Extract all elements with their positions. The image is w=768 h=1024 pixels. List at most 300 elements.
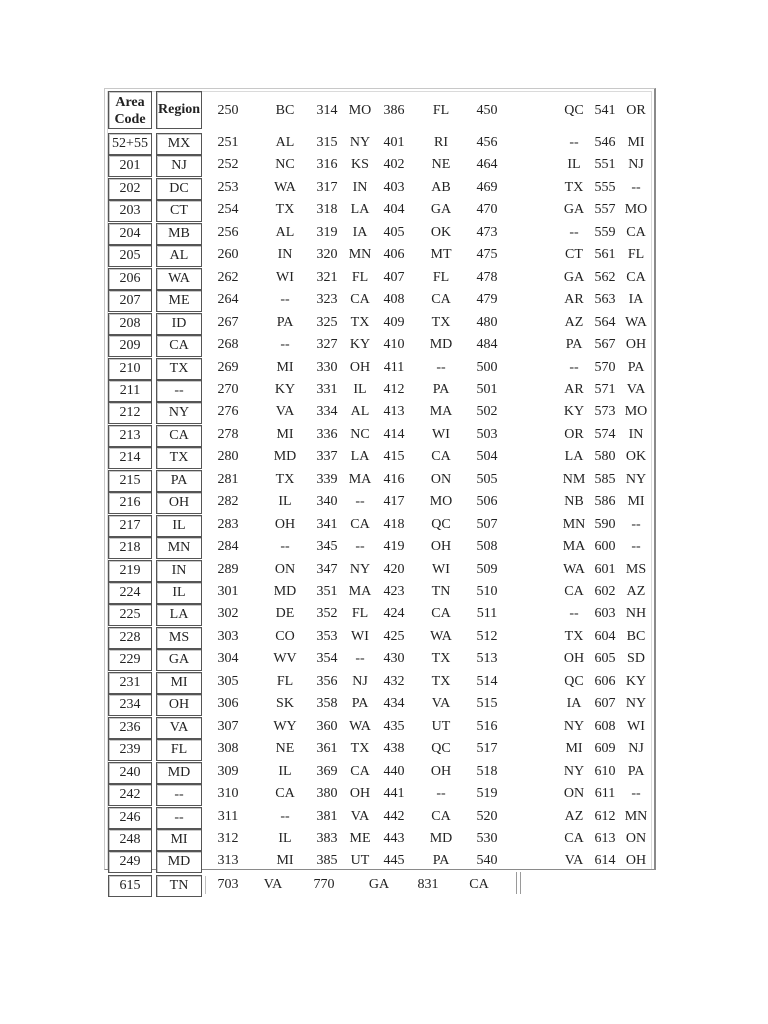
region-cell: BC [626, 628, 646, 644]
region-cell: -- [631, 179, 641, 195]
area-code-cell: 318 [316, 202, 338, 218]
area-code-cell: 403 [383, 179, 405, 195]
area-code-cell: 310 [217, 786, 239, 802]
area-code-cell: 201 [108, 155, 152, 177]
region-cell: TX [350, 741, 370, 757]
area-code-cell: 507 [476, 516, 498, 532]
divider [516, 872, 517, 894]
table-row [108, 829, 653, 849]
region-cell: ON [274, 561, 296, 577]
area-code-cell: 304 [217, 651, 239, 667]
region-cell: TX [350, 314, 370, 330]
region-cell: MS [625, 561, 647, 577]
area-code-cell: 514 [476, 673, 498, 689]
area-code-cell: 208 [108, 313, 152, 335]
region-cell: IA [352, 224, 368, 240]
region-cell: WA [156, 268, 202, 290]
table-row [108, 672, 653, 692]
area-code-cell: 319 [316, 224, 338, 240]
area-code-cell: 321 [316, 269, 338, 285]
region-cell: LA [350, 202, 370, 218]
region-cell: IL [353, 381, 367, 397]
area-code-cell: 385 [316, 853, 338, 869]
region-cell: GA [368, 877, 390, 892]
table-row [108, 380, 653, 400]
table-row [108, 133, 653, 153]
area-code-cell: 508 [476, 539, 498, 555]
table-row [108, 447, 653, 467]
area-code-cell: 260 [217, 247, 239, 263]
divider [205, 876, 206, 894]
area-code-cell: 336 [316, 426, 338, 442]
region-cell: VA [626, 381, 646, 397]
area-code-cell: 380 [316, 786, 338, 802]
region-cell: IL [156, 582, 202, 604]
region-cell: -- [569, 606, 579, 622]
area-code-cell: 327 [316, 337, 338, 353]
region-cell: TX [431, 651, 451, 667]
region-cell: TX [564, 628, 584, 644]
region-cell: NY [625, 471, 647, 487]
table-row [108, 851, 653, 871]
region-cell: OH [274, 516, 296, 532]
area-code-cell: 517 [476, 741, 498, 757]
area-code-cell: 546 [594, 135, 616, 150]
region-cell: NJ [628, 157, 644, 173]
region-cell: -- [569, 224, 579, 240]
area-code-cell: 331 [316, 381, 338, 397]
region-cell: -- [156, 380, 202, 402]
region-cell: OH [625, 853, 647, 869]
region-cell: OH [625, 337, 647, 353]
region-cell: PA [351, 696, 369, 712]
table-row [108, 739, 653, 759]
region-cell: TN [156, 875, 202, 897]
area-code-cell: 501 [476, 381, 498, 397]
area-code-cell: 504 [476, 449, 498, 465]
region-cell: -- [156, 784, 202, 806]
area-code-cell: 478 [476, 269, 498, 285]
area-code-cell: 484 [476, 337, 498, 353]
area-code-cell: 219 [108, 560, 152, 582]
table-row [108, 313, 653, 333]
region-cell: TX [275, 471, 295, 487]
region-cell: PA [276, 314, 294, 330]
region-cell: OH [156, 694, 202, 716]
region-cell: WI [351, 628, 369, 644]
area-code-cell: 312 [217, 830, 239, 846]
region-cell: ME [156, 290, 202, 312]
area-code-cell: 567 [594, 337, 616, 353]
area-code-cell: 423 [383, 584, 405, 599]
region-cell: LA [350, 449, 370, 465]
region-cell: MD [156, 851, 202, 873]
region-cell: NE [275, 741, 295, 757]
area-code-cell: 574 [594, 426, 616, 442]
area-code-cell: 254 [217, 202, 239, 218]
area-code-cell: 250 [217, 103, 239, 118]
region-cell: OH [349, 786, 371, 802]
area-code-cell: 268 [217, 337, 239, 353]
area-code-cell: 432 [383, 673, 405, 689]
region-cell: TX [431, 314, 451, 330]
area-code-cell: 407 [383, 269, 405, 285]
area-code-cell: 383 [316, 830, 338, 846]
area-code-cell: 369 [316, 763, 338, 779]
area-code-cell: 209 [108, 335, 152, 357]
area-code-cell: 306 [217, 696, 239, 712]
area-code-cell: 411 [383, 359, 405, 375]
area-code-cell: 415 [383, 449, 405, 465]
region-cell: ON [625, 830, 647, 846]
region-cell: NJ [352, 673, 368, 689]
region-cell: GA [563, 269, 585, 285]
area-code-cell: 353 [316, 628, 338, 644]
area-code-cell: 214 [108, 447, 152, 469]
area-code-cell: 347 [316, 561, 338, 577]
region-cell: MN [624, 808, 648, 824]
area-code-cell: 251 [217, 135, 239, 150]
area-code-cell: 586 [594, 494, 616, 510]
area-code-cell: 434 [383, 696, 405, 712]
area-code-cell: 614 [594, 853, 616, 869]
region-cell: GA [156, 649, 202, 671]
area-code-cell: 570 [594, 359, 616, 375]
area-code-cell: 224 [108, 582, 152, 604]
area-code-cell: 607 [594, 696, 616, 712]
region-cell: -- [569, 359, 579, 375]
area-code-cell: 506 [476, 494, 498, 510]
area-code-cell: 217 [108, 515, 152, 537]
area-code-cell: 414 [383, 426, 405, 442]
region-cell: OH [430, 763, 452, 779]
region-cell: OH [156, 492, 202, 514]
table-row [108, 537, 653, 557]
area-code-cell: 354 [316, 651, 338, 667]
region-cell: CA [431, 292, 451, 308]
area-code-cell: 510 [476, 584, 498, 599]
region-cell: CA [469, 877, 489, 892]
area-code-cell: 401 [383, 135, 405, 150]
region-cell: VA [275, 404, 295, 420]
area-code-cell: 206 [108, 268, 152, 290]
region-cell: SD [627, 651, 645, 667]
area-code-cell: 264 [217, 292, 239, 308]
area-code-cell: 228 [108, 627, 152, 649]
region-cell: NM [562, 471, 586, 487]
area-code-cell: 479 [476, 292, 498, 308]
area-code-cell: 246 [108, 807, 152, 829]
area-code-cell: 402 [383, 157, 405, 173]
region-cell: WV [273, 651, 297, 667]
area-code-cell: 585 [594, 471, 616, 487]
region-cell: TX [564, 179, 584, 195]
region-cell: OK [625, 449, 647, 465]
region-cell: IA [628, 292, 644, 308]
region-cell: IN [352, 179, 368, 195]
area-code-cell: 360 [316, 718, 338, 734]
table-row [108, 358, 653, 378]
area-code-cell: 240 [108, 762, 152, 784]
area-code-cell: 430 [383, 651, 405, 667]
region-cell: CA [350, 763, 370, 779]
area-code-cell: 613 [594, 830, 616, 846]
region-cell: PA [156, 470, 202, 492]
region-cell: PA [432, 853, 450, 869]
region-cell: -- [436, 786, 446, 802]
region-cell: TX [156, 447, 202, 469]
area-code-cell: 311 [217, 808, 239, 824]
region-cell: -- [631, 539, 641, 555]
region-cell: PA [565, 337, 583, 353]
area-code-cell: 308 [217, 741, 239, 757]
region-cell: MD [156, 762, 202, 784]
region-cell: -- [280, 808, 290, 824]
area-code-cell: 339 [316, 471, 338, 487]
area-code-cell: 284 [217, 539, 239, 555]
region-cell: MD [429, 830, 453, 846]
area-code-cell: 831 [417, 877, 439, 892]
area-code-cell: 604 [594, 628, 616, 644]
region-cell: KS [351, 157, 369, 173]
region-cell: MA [429, 404, 453, 420]
area-code-cell: 325 [316, 314, 338, 330]
region-cell: IL [278, 494, 292, 510]
region-cell: OR [564, 426, 584, 442]
region-cell: -- [280, 337, 290, 353]
region-cell: AR [564, 381, 584, 397]
region-cell: MI [627, 494, 645, 510]
area-code-cell: 425 [383, 628, 405, 644]
region-cell: NY [563, 763, 585, 779]
region-cell: FL [156, 739, 202, 761]
area-code-cell: 518 [476, 763, 498, 779]
area-code-cell: 557 [594, 202, 616, 218]
region-cell: MI [276, 853, 294, 869]
region-cell: UT [431, 718, 451, 734]
region-cell: TN [431, 584, 451, 599]
area-code-cell: 405 [383, 224, 405, 240]
area-code-cell: 361 [316, 741, 338, 757]
region-cell: BC [275, 103, 295, 118]
region-cell: VA [156, 717, 202, 739]
region-cell: MN [156, 537, 202, 559]
region-cell: CA [626, 224, 646, 240]
region-cell: -- [280, 292, 290, 308]
region-cell: WI [627, 718, 645, 734]
region-cell: MI [627, 135, 645, 150]
region-cell: AZ [564, 314, 584, 330]
region-cell: VA [431, 696, 451, 712]
table-row [108, 402, 653, 422]
area-code-cell: 601 [594, 561, 616, 577]
region-cell: NY [563, 718, 585, 734]
area-code-cell: 282 [217, 494, 239, 510]
area-code-cell: 520 [476, 808, 498, 824]
area-code-cell: 408 [383, 292, 405, 308]
region-cell: OH [430, 539, 452, 555]
region-cell: AZ [564, 808, 584, 824]
region-cell: CA [431, 449, 451, 465]
region-cell: MT [430, 247, 452, 263]
table-row [108, 335, 653, 355]
area-code-cell: 234 [108, 694, 152, 716]
region-cell: GA [430, 202, 452, 218]
region-cell: IN [628, 426, 644, 442]
table-row [108, 694, 653, 714]
area-code-cell: 509 [476, 561, 498, 577]
area-code-cell: 442 [383, 808, 405, 824]
region-cell: CA [431, 606, 451, 622]
area-code-cell: 231 [108, 672, 152, 694]
region-cell: DC [156, 178, 202, 200]
region-cell: OR [626, 103, 646, 118]
area-code-cell: 555 [594, 179, 616, 195]
area-code-cell: 703 [217, 877, 239, 892]
area-code-cell: 267 [217, 314, 239, 330]
area-code-cell: 606 [594, 673, 616, 689]
area-code-cell: 603 [594, 606, 616, 622]
region-cell: -- [631, 516, 641, 532]
table-row [108, 101, 653, 121]
region-cell: GA [563, 202, 585, 218]
area-code-cell: 470 [476, 202, 498, 218]
region-cell: -- [569, 135, 579, 150]
region-cell: -- [355, 539, 365, 555]
area-code-cell: 473 [476, 224, 498, 240]
area-code-cell: 564 [594, 314, 616, 330]
last-row [108, 875, 528, 895]
area-code-cell: 236 [108, 717, 152, 739]
region-cell: MO [348, 103, 372, 118]
region-cell: WA [274, 179, 296, 195]
table-row [108, 807, 653, 827]
area-code-cell: 281 [217, 471, 239, 487]
region-cell: IN [156, 560, 202, 582]
region-cell: OH [563, 651, 585, 667]
area-code-cell: 289 [217, 561, 239, 577]
area-code-cell: 562 [594, 269, 616, 285]
region-cell: FL [276, 673, 294, 689]
region-cell: ON [430, 471, 452, 487]
area-code-cell: 563 [594, 292, 616, 308]
area-code-cell: 424 [383, 606, 405, 622]
region-cell: WA [430, 628, 452, 644]
region-cell: MI [156, 829, 202, 851]
region-cell: TX [275, 202, 295, 218]
region-cell: -- [355, 494, 365, 510]
region-cell: CT [565, 247, 583, 263]
area-code-cell: 602 [594, 584, 616, 599]
area-code-cell: 252 [217, 157, 239, 173]
region-cell: CA [564, 830, 584, 846]
area-code-cell: 305 [217, 673, 239, 689]
region-cell: KY [563, 404, 585, 420]
area-code-cell: 512 [476, 628, 498, 644]
region-cell: PA [627, 359, 645, 375]
region-cell: AL [275, 224, 295, 240]
region-cell: IL [156, 515, 202, 537]
region-cell: AL [350, 404, 370, 420]
area-code-cell: 600 [594, 539, 616, 555]
region-cell: WI [276, 269, 294, 285]
table-row [108, 604, 653, 624]
table-row [108, 245, 653, 265]
area-code-cell: 337 [316, 449, 338, 465]
region-cell: TX [431, 673, 451, 689]
area-code-cell: 351 [316, 584, 338, 599]
area-code-cell: 608 [594, 718, 616, 734]
region-cell: MI [156, 672, 202, 694]
area-code-cell: 386 [383, 103, 405, 118]
area-code-cell: 280 [217, 449, 239, 465]
area-code-cell: 309 [217, 763, 239, 779]
area-code-cell: 276 [217, 404, 239, 420]
region-cell: CA [350, 516, 370, 532]
region-cell: FL [351, 606, 369, 622]
area-code-cell: 440 [383, 763, 405, 779]
region-cell: NY [625, 696, 647, 712]
area-code-cell: 52+55 [108, 133, 152, 155]
area-code-cell: 480 [476, 314, 498, 330]
area-code-cell: 513 [476, 651, 498, 667]
region-cell: FL [432, 269, 450, 285]
area-code-cell: 320 [316, 247, 338, 263]
region-cell: WI [432, 561, 450, 577]
area-code-cell: 211 [108, 380, 152, 402]
region-cell: MD [273, 584, 297, 599]
region-cell: ID [156, 313, 202, 335]
area-code-cell: 418 [383, 516, 405, 532]
region-cell: MD [429, 337, 453, 353]
table-row [108, 290, 653, 310]
table-row [108, 268, 653, 288]
area-code-cell: 218 [108, 537, 152, 559]
area-code-cell: 262 [217, 269, 239, 285]
region-cell: MX [156, 133, 202, 155]
table-row [108, 178, 653, 198]
region-cell: TX [156, 358, 202, 380]
region-cell: MB [156, 223, 202, 245]
region-cell: MO [429, 494, 453, 510]
region-cell: MO [624, 202, 648, 218]
region-cell: WY [273, 718, 297, 734]
region-cell: NC [350, 426, 370, 442]
area-code-cell: 413 [383, 404, 405, 420]
area-code-cell: 551 [594, 157, 616, 173]
area-code-cell: 580 [594, 449, 616, 465]
area-code-cell: 356 [316, 673, 338, 689]
region-cell: KY [274, 381, 296, 397]
area-code-cell: 475 [476, 247, 498, 263]
region-cell: IL [278, 830, 292, 846]
area-code-cell: 307 [217, 718, 239, 734]
area-code-cell: 416 [383, 471, 405, 487]
table-row [108, 470, 653, 490]
region-cell: CA [156, 335, 202, 357]
area-code-cell: 302 [217, 606, 239, 622]
region-cell: AZ [626, 584, 646, 599]
region-cell: CO [275, 628, 295, 644]
region-cell: CA [275, 786, 295, 802]
area-code-cell: 352 [316, 606, 338, 622]
region-cell: MO [624, 404, 648, 420]
region-cell: MS [156, 627, 202, 649]
area-code-cell: 216 [108, 492, 152, 514]
region-cell: QC [431, 516, 451, 532]
region-cell: NJ [156, 155, 202, 177]
area-code-cell: 516 [476, 718, 498, 734]
